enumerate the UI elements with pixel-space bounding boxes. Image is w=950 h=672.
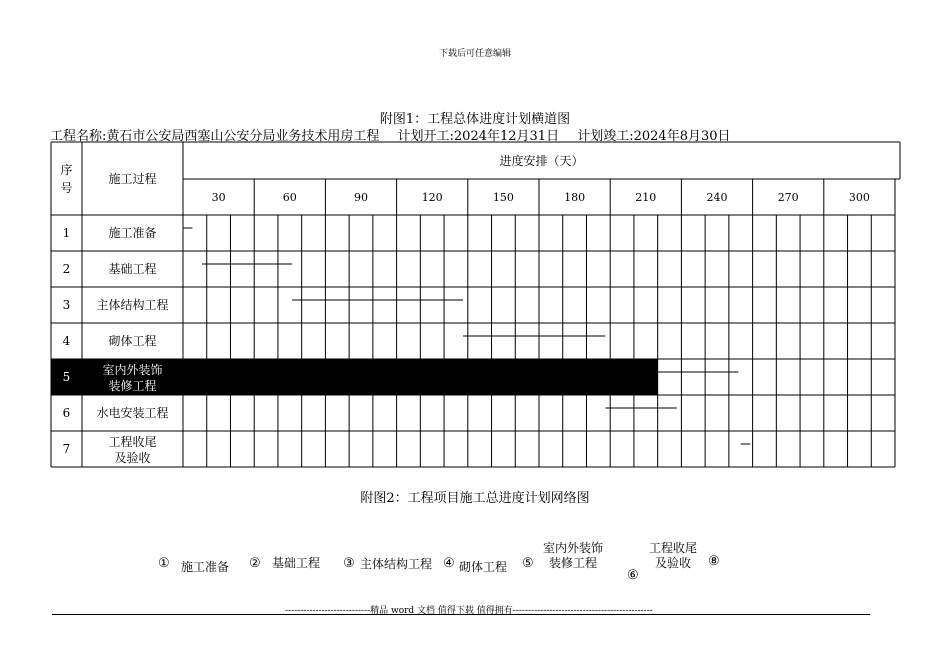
- process-name: 砌体工程: [108, 334, 157, 348]
- col-seq-header-bottom: 号: [60, 181, 73, 195]
- network-node-4: ④: [443, 556, 455, 571]
- process-name: 主体结构工程: [96, 298, 169, 312]
- day-tick-label: 210: [635, 191, 657, 204]
- header-note: 下载后可任意编辑: [438, 49, 511, 59]
- plan-start: 计划开工:2024年12月31日: [397, 129, 560, 144]
- network-activity-prep: 施工准备: [181, 560, 230, 574]
- day-tick-label: 30: [211, 191, 226, 204]
- network-node-5: ⑤: [522, 556, 534, 571]
- day-tick-label: 60: [282, 191, 297, 204]
- network-node-1: ①: [158, 556, 170, 571]
- row-number: 6: [62, 406, 71, 420]
- day-tick-label: 90: [354, 191, 368, 204]
- process-name: 水电安装工程: [96, 406, 169, 420]
- network-title: 附图2：工程项目施工总进度计划网络图: [360, 491, 590, 506]
- project-name: 工程名称:黄石市公安局西塞山公安分局业务技术用房工程: [50, 129, 380, 144]
- day-tick-label: 270: [777, 191, 799, 204]
- gantt-title: 附图1：工程总体进度计划横道图: [379, 112, 571, 127]
- row-number: 1: [62, 226, 71, 240]
- footer-rule: [52, 614, 870, 615]
- row-number: 7: [62, 442, 71, 456]
- day-tick-label: 150: [492, 191, 514, 204]
- network-activity-masonry: 砌体工程: [459, 560, 508, 574]
- network-activity-completion: 工程收尾 及验收: [649, 541, 698, 570]
- col-process-header: 施工过程: [108, 172, 157, 186]
- network-activity-decoration: 室内外装饰 装修工程: [543, 541, 604, 570]
- network-node-6: ⑥: [627, 568, 639, 583]
- process-name-line: 装修工程: [108, 379, 157, 393]
- network-node-2: ②: [249, 556, 261, 571]
- day-tick-label: 300: [848, 191, 870, 204]
- process-name-line: 工程收尾: [108, 435, 157, 449]
- process-name: 施工准备: [108, 226, 157, 240]
- footer-text: ----------------------------精品 word 文档 值得下载 值得拥有----------------------------------------------: [285, 606, 653, 616]
- network-node-8: ⑧: [708, 554, 720, 569]
- plan-end: 计划竣工:2024年8月30日: [577, 129, 731, 144]
- row-number: 4: [62, 334, 71, 348]
- row-number: 5: [62, 370, 71, 384]
- day-tick-label: 180: [564, 191, 586, 204]
- row-number: 2: [62, 262, 71, 276]
- schedule-header: 进度安排（天）: [499, 154, 584, 168]
- day-tick-label: 120: [421, 191, 443, 204]
- network-activity-structure: 主体结构工程: [360, 557, 433, 571]
- network-activity-foundation: 基础工程: [272, 556, 321, 570]
- row-number: 3: [62, 298, 71, 312]
- process-name-line: 室内外装饰: [102, 363, 163, 377]
- network-node-3: ③: [343, 556, 355, 571]
- process-name: 基础工程: [108, 262, 157, 276]
- col-seq-header-top: 序: [60, 163, 73, 177]
- process-name-line: 及验收: [114, 451, 151, 465]
- day-tick-label: 240: [706, 191, 728, 204]
